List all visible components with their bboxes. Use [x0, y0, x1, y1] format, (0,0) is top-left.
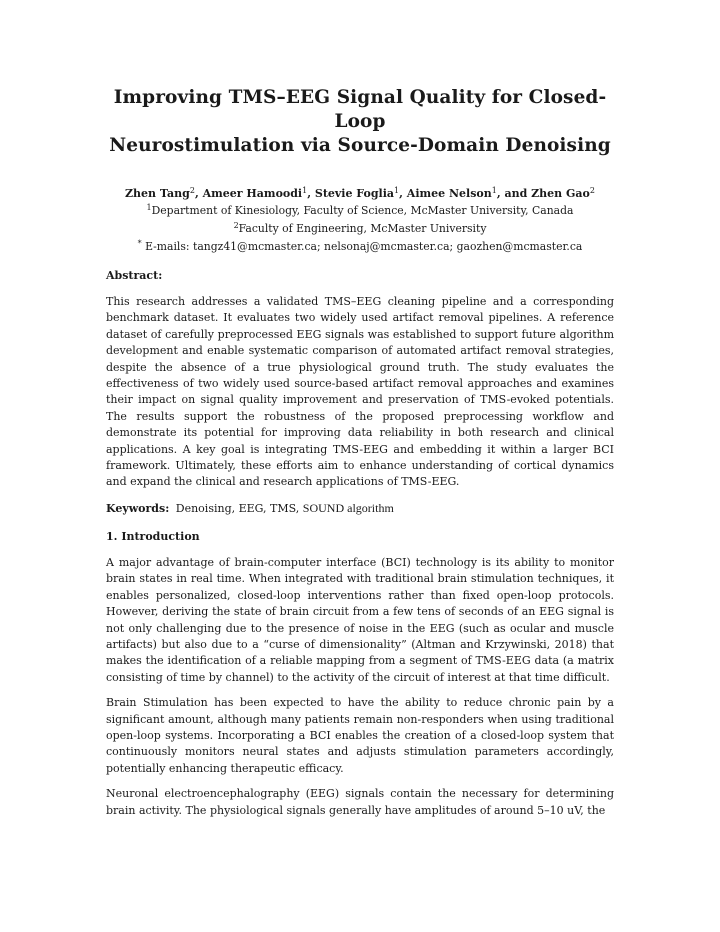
intro-paragraph: A major advantage of brain-computer interface (BCI) technology is its ability to monitor brain states in real time. When integrated with traditional brain stimulation techniques, it enables personalized, closed-loop interventions rather than fixed open-loop protocols. However, deriving the state of brain circuit from a few tens of seconds of an EEG signal is not only challenging due to the presence of noise in the EEG (such as ocular and muscle artifacts) but also due to a “curse of dimensionality” (Altman and Krzywinski, 2018) that makes the identification of a reliable mapping from a segment of TMS-EEG data (a matrix consisting of time by channel) to the activity of the circuit of interest at that time difficult. — [106, 555, 614, 684]
intro-paragraph: Neuronal electroencephalography (EEG) signals contain the necessary for determining brain activity. The physiological signals generally have amplitudes of around 5–10 uV, the — [106, 787, 614, 817]
author: Zhen Tang$^2$, — [125, 186, 203, 200]
title-line-2: Neurostimulation via Source-Domain Denoising — [109, 135, 611, 156]
abstract-heading: Abstract: — [106, 269, 163, 282]
keywords-tail: SOUND algorithm — [302, 500, 394, 515]
author: Ameer Hamoodi$^1$, — [202, 186, 315, 200]
affiliation-2: $^2$Faculty of Engineering, McMaster University — [233, 221, 487, 235]
keywords — [106, 500, 614, 517]
abstract-text: This research addresses a validated TMS–EEG cleaning pipeline and a corresponding benchmark dataset. It evaluates two widely used artifact removal pipelines. A reference dataset of carefully preprocessed EEG signals was established to support future algorithm development and enable systematic comparison of automated artifact removal strategies, despite the absence of a true physiological ground truth. The study evaluates the effectiveness of two widely used source-based artifact removal approaches and examines their impact on signal quality improvement and preservation of TMS-evoked potentials. The results support the robustness of the proposed preprocessing workflow and demonstrate its potential for improving data reliability in both research and clinical applications. A key goal is integrating TMS-EEG and embedding it within a larger BCI framework. Ultimately, these efforts aim to enhance understanding of cortical dynamics and expand the clinical and research applications of TMS-EEG. — [106, 295, 614, 489]
author-list — [106, 185, 614, 202]
section-heading-introduction: 1. Introduction — [106, 529, 200, 543]
author: Aimee Nelson$^1$, and — [406, 186, 532, 200]
author: Stevie Foglia$^1$, — [314, 186, 407, 200]
affiliation-1: $^1$Department of Kinesiology, Faculty of Science, McMaster University, Canada — [146, 203, 574, 217]
contact-emails: * E-mails: tangz41@mcmaster.ca; nelsonaj@mcmaster.ca; gaozhen@mcmaster.ca — [137, 239, 583, 253]
keywords-label: Keywords: — [106, 501, 170, 515]
author: Zhen Gao$^2$ — [531, 186, 595, 200]
keywords-value: Denoising, EEG, TMS, — [175, 501, 300, 515]
intro-paragraph: Brain Stimulation has been expected to have the ability to reduce chronic pain by a significant amount, although many patients remain non-responders when using traditional open-loop systems. Incorporating a BCI enables the creation of a closed-loop system that continuously monitors neural states and adjusts stimulation parameters accordingly, potentially enhancing therapeutic efficacy. — [106, 696, 614, 775]
paper-title — [106, 86, 614, 158]
title-line-1: Improving TMS–EEG Signal Quality for Closed-Loop — [113, 87, 607, 132]
